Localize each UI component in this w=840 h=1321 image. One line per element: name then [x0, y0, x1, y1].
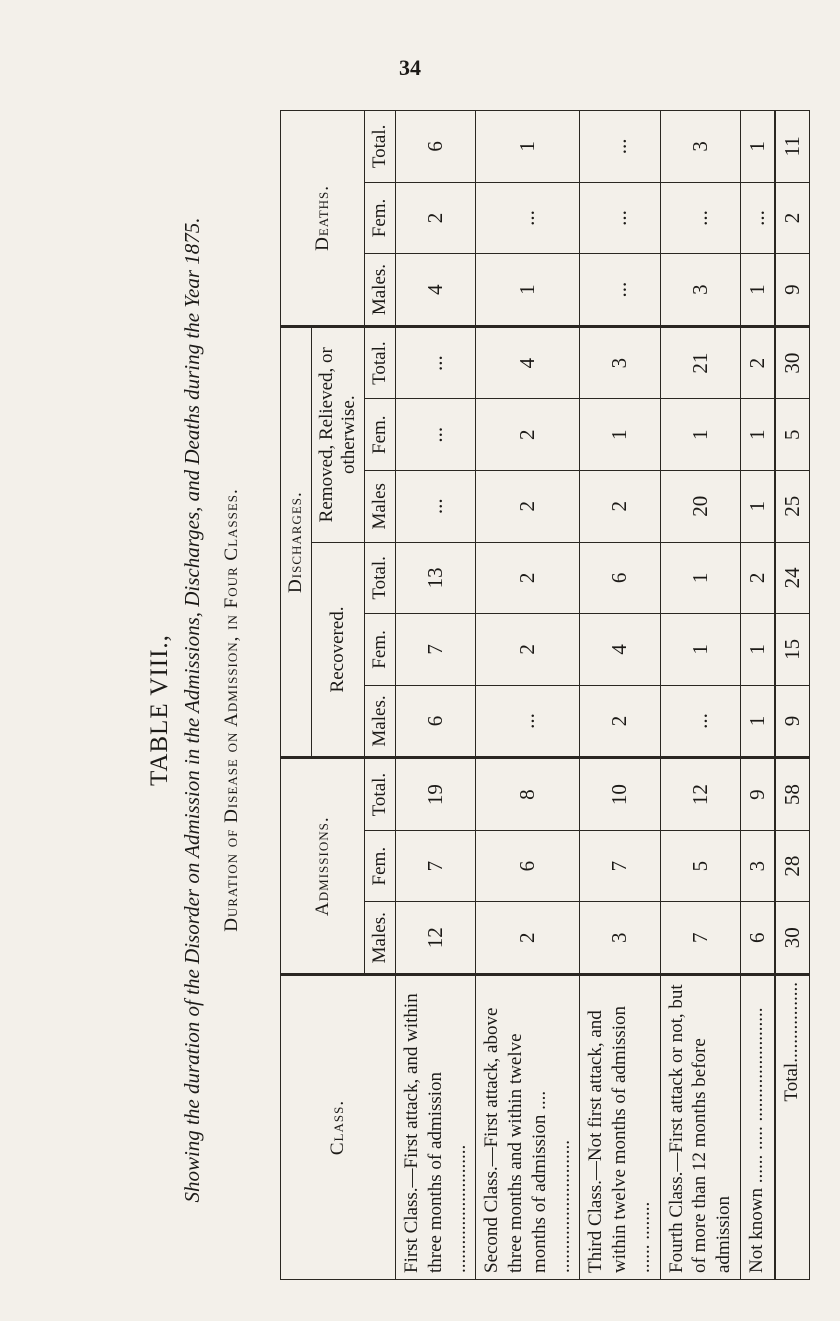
cell: 24 — [775, 542, 810, 614]
cell: 2 — [580, 685, 660, 758]
table-row — [476, 111, 580, 1280]
cell: 1 — [476, 111, 580, 183]
cell: ... — [580, 182, 660, 254]
cell: 2 — [476, 471, 580, 543]
row-class-label: Second Class.—First attack, above three months and within twelve months of admission .... ............................ — [476, 975, 580, 1280]
table-label: TABLE VIII., — [146, 634, 173, 786]
header-rem-males: Males — [365, 471, 396, 543]
cell: 2 — [476, 399, 580, 471]
cell: 13 — [396, 542, 476, 614]
header-removed: Removed, Relieved, or otherwise. — [312, 326, 365, 542]
page-number: 34 — [399, 55, 421, 80]
header-adm-males: Males. — [365, 902, 396, 975]
row-class-label: First Class.—First attack, and within three months of admission ........................... — [396, 975, 476, 1280]
header-rec-total: Total. — [365, 542, 396, 614]
rotated-table-page — [140, 100, 840, 1320]
cell: 4 — [476, 326, 580, 399]
cell: ... — [580, 111, 660, 183]
cell: ... — [396, 471, 476, 543]
table-row — [740, 111, 775, 1280]
cell: 9 — [740, 758, 775, 831]
cell: 9 — [775, 685, 810, 758]
header-rec-males: Males. — [365, 685, 396, 758]
cell: 3 — [580, 326, 660, 399]
header-class: Class. — [281, 975, 396, 1280]
cell: 1 — [740, 685, 775, 758]
header-rem-total: Total. — [365, 326, 396, 399]
cell: 7 — [396, 614, 476, 686]
title-block — [140, 100, 243, 1320]
cell: 2 — [580, 471, 660, 543]
cell: 4 — [396, 254, 476, 327]
cell: ... — [580, 254, 660, 327]
cell: 1 — [660, 614, 740, 686]
cell: 9 — [775, 254, 810, 327]
cell: 6 — [476, 830, 580, 902]
header-rec-fem: Fem. — [365, 614, 396, 686]
cell: ... — [740, 182, 775, 254]
cell: 6 — [740, 902, 775, 975]
cell: 2 — [740, 542, 775, 614]
cell: 1 — [740, 614, 775, 686]
cell: 7 — [580, 830, 660, 902]
cell: 3 — [660, 111, 740, 183]
cell: ... — [660, 685, 740, 758]
cell: 3 — [660, 254, 740, 327]
table-subtitle: Showing the duration of the Disorder on Admission in the Admissions, Discharges, and Deaths during the Year 1875. — [180, 217, 204, 1203]
table-row — [660, 111, 740, 1280]
cell: 2 — [476, 902, 580, 975]
cell: ... — [396, 326, 476, 399]
header-adm-total: Total. — [365, 758, 396, 831]
total-row — [775, 111, 810, 1280]
cell: 1 — [740, 254, 775, 327]
cell: 15 — [775, 614, 810, 686]
table-row — [396, 111, 476, 1280]
row-class-label: Not known ...... ..... ........................ — [740, 975, 775, 1280]
cell: 1 — [740, 399, 775, 471]
cell: 58 — [775, 758, 810, 831]
cell: 5 — [660, 830, 740, 902]
cell: 2 — [396, 182, 476, 254]
cell: 25 — [775, 471, 810, 543]
cell: 1 — [580, 399, 660, 471]
header-recovered: Recovered. — [312, 542, 365, 758]
cell: 3 — [740, 830, 775, 902]
cell: ... — [396, 399, 476, 471]
cell: 30 — [775, 326, 810, 399]
cell: 12 — [396, 902, 476, 975]
cell: 12 — [660, 758, 740, 831]
header-rem-fem: Fem. — [365, 399, 396, 471]
cell: 7 — [396, 830, 476, 902]
cell: 10 — [580, 758, 660, 831]
cell: ... — [660, 182, 740, 254]
cell: 21 — [660, 326, 740, 399]
header-deaths: Deaths. — [281, 111, 365, 327]
row-class-label: Fourth Class.—First attack or not, but of more than 12 months before admission — [660, 975, 740, 1280]
cell: ... — [476, 685, 580, 758]
cell: 2 — [476, 614, 580, 686]
cell: ... — [476, 182, 580, 254]
cell: 7 — [660, 902, 740, 975]
header-death-total: Total. — [365, 111, 396, 183]
header-adm-fem: Fem. — [365, 830, 396, 902]
table-heading: Duration of Disease on Admission, in Four Classes. — [221, 488, 242, 932]
cell: 8 — [476, 758, 580, 831]
cell: 6 — [396, 111, 476, 183]
cell: 30 — [775, 902, 810, 975]
cell: 2 — [775, 182, 810, 254]
header-admissions: Admissions. — [281, 758, 365, 975]
cell: 19 — [396, 758, 476, 831]
cell: 1 — [740, 111, 775, 183]
cell: 1 — [476, 254, 580, 327]
cell: 2 — [476, 542, 580, 614]
table-row — [580, 111, 660, 1280]
cell: 6 — [396, 685, 476, 758]
header-death-males: Males. — [365, 254, 396, 327]
cell: 1 — [740, 471, 775, 543]
header-discharges: Discharges. — [281, 326, 312, 757]
header-death-fem: Fem. — [365, 182, 396, 254]
cell: 20 — [660, 471, 740, 543]
cell: 4 — [580, 614, 660, 686]
cell: 3 — [580, 902, 660, 975]
cell: 6 — [580, 542, 660, 614]
cell: 2 — [740, 326, 775, 399]
duration-table — [280, 110, 810, 1280]
total-label: Total................. — [775, 975, 810, 1280]
cell: 5 — [775, 399, 810, 471]
cell: 11 — [775, 111, 810, 183]
cell: 1 — [660, 399, 740, 471]
row-class-label: Third Class.—Not first attack, and within twelve months of admission ...... ........ — [580, 975, 660, 1280]
cell: 28 — [775, 830, 810, 902]
cell: 1 — [660, 542, 740, 614]
